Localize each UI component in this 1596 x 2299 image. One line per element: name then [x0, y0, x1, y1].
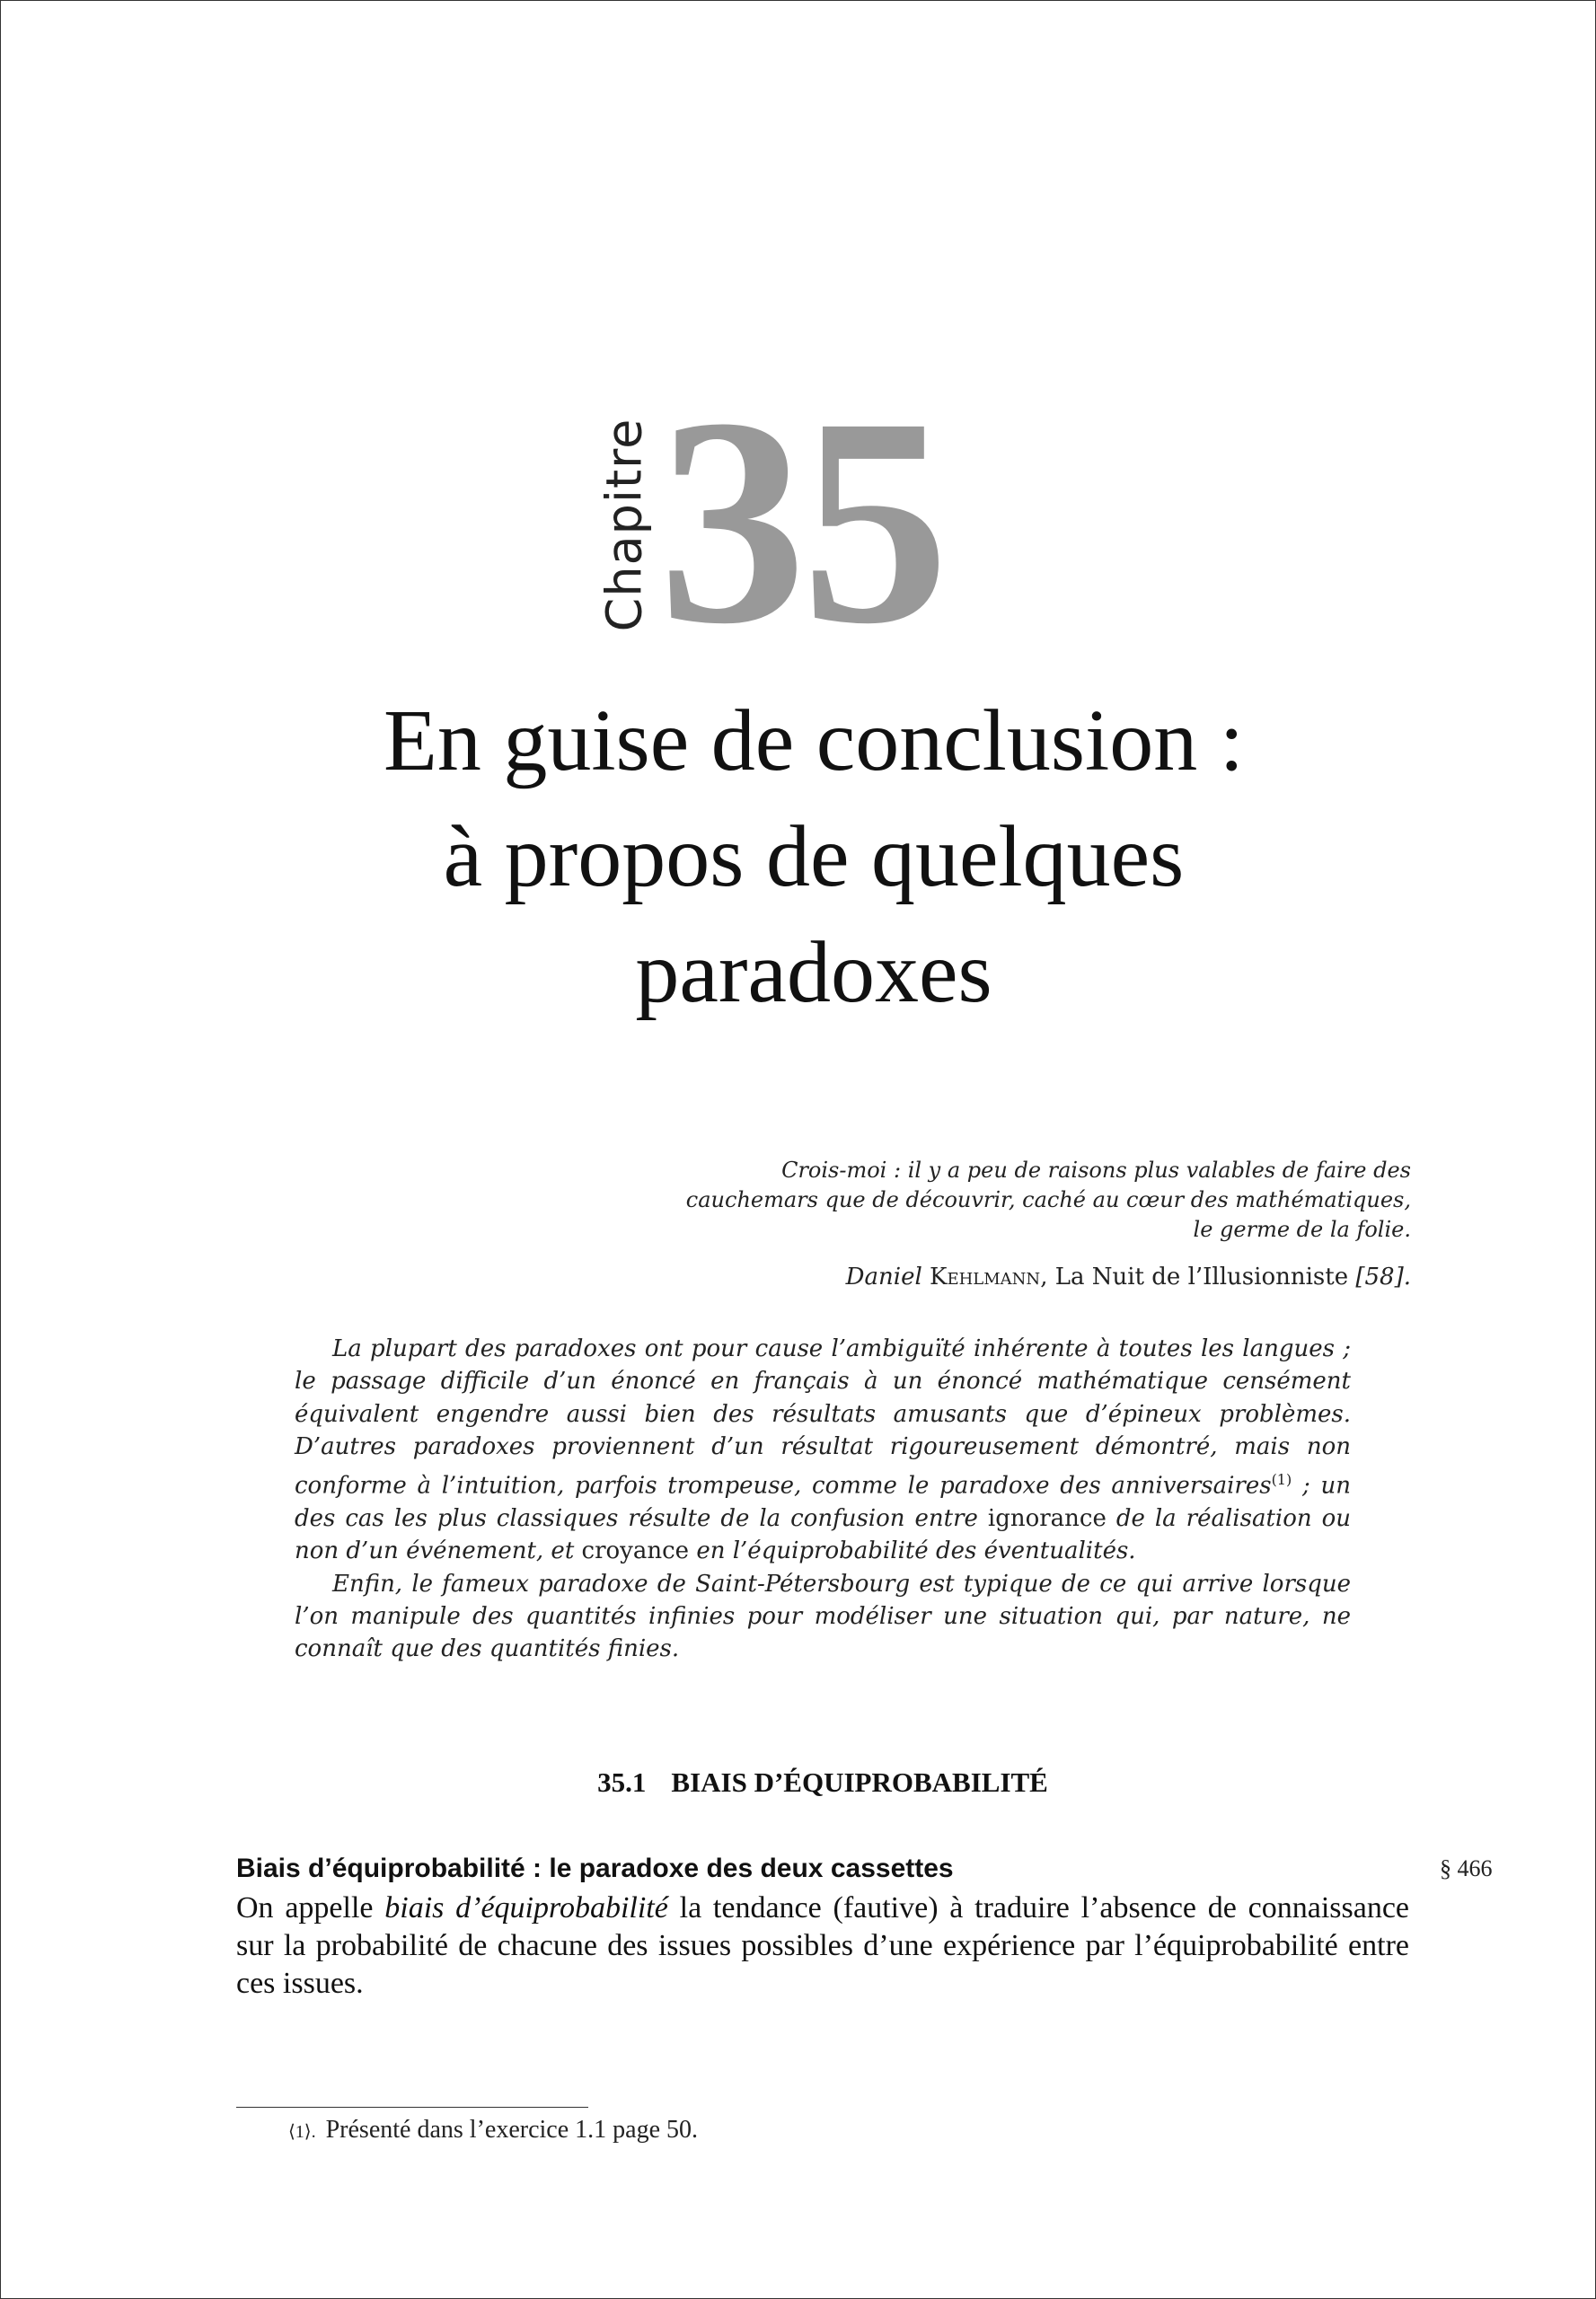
epigraph-separator: ,: [1040, 1264, 1048, 1290]
footnote-divider: [236, 2107, 588, 2108]
epigraph-author-last: Kehlmann: [930, 1264, 1041, 1290]
subsection-title: Biais d’équiprobabilité : le paradoxe des deux cassettes: [236, 1854, 954, 1883]
chapter-intro: [295, 1333, 1351, 1666]
footnote-text: Présenté dans l’exercice 1.1 page 50.: [325, 2116, 698, 2144]
epigraph-author-first: Daniel: [845, 1264, 922, 1290]
chapter-title-line: En guise de conclusion :: [383, 692, 1245, 789]
margin-paragraph-ref: § 466: [1440, 1855, 1493, 1881]
intro-paragraph: La plupart des paradoxes ont pour cause l’ambiguïté inhérente à toutes les langues ; le passage difficile d’un énoncé en français à un énoncé mathématique censément équivalent engendre aussi bien des résultats amusants que d’épineux problèmes. D’autres paradoxes proviennent d’un résultat rigoureusement démontré, mais non conforme à l’intuition, parfois trompeuse, comme le paradoxe des anniversaires$^{(1)}$ ; un des cas les plus classiques résulte de la confusion entre ignorance de la réalisation ou non d’un événement, et croyance en l’équiprobabilité des éventualités.: [295, 1335, 1352, 1565]
section-heading: [295, 1766, 1351, 1799]
chapter-title-line: paradoxes: [635, 924, 992, 1021]
epigraph-work: La Nuit de l’Illusionniste: [1054, 1264, 1349, 1290]
epigraph-source: [504, 1264, 1411, 1290]
footnote-mark: ⟨1⟩.: [288, 2122, 316, 2142]
epigraph-quote: [504, 1156, 1411, 1245]
epigraph-line: le germe de la folie.: [1193, 1217, 1411, 1242]
epigraph-line: Crois-moi : il y a peu de raisons plus valables de faire des: [781, 1158, 1411, 1183]
footnote: [288, 2116, 698, 2145]
epigraph-ref: [58].: [1355, 1264, 1411, 1290]
term-ignorance: ignorance: [987, 1504, 1107, 1532]
epigraph-line: cauchemars que de découvrir, caché au cœur des mathématiques,: [685, 1187, 1411, 1212]
defined-term: biais d’équiprobabilité: [384, 1891, 668, 1925]
chapter-title-line: à propos de quelques: [443, 808, 1185, 905]
section-title: BIAIS D’ÉQUIPROBABILITÉ: [671, 1766, 1048, 1798]
chapter-label: Chapitre: [595, 418, 653, 631]
chapter-title: [261, 683, 1366, 1031]
section-number: 35.1: [597, 1766, 647, 1798]
footnote-reference[interactable]: (1): [1271, 1470, 1292, 1488]
intro-paragraph: Enfin, le fameux paradoxe de Saint-Pétersbourg est typique de ce qui arrive lorsque l’on manipule des quantités infinies pour modéliser une situation qui, par nature, ne connaît que des quantités finies.: [295, 1570, 1351, 1663]
chapter-heading: [585, 357, 989, 685]
chapter-number: 35: [658, 357, 944, 685]
body-paragraph: On appelle biais d’équiprobabilité la tendance (fautive) à traduire l’absence de connaissance sur la probabilité de chacune des issues possibles d’une expérience par l’équiprobabilité entre ces issues.: [236, 1891, 1409, 2000]
term-croyance: croyance: [581, 1537, 690, 1565]
